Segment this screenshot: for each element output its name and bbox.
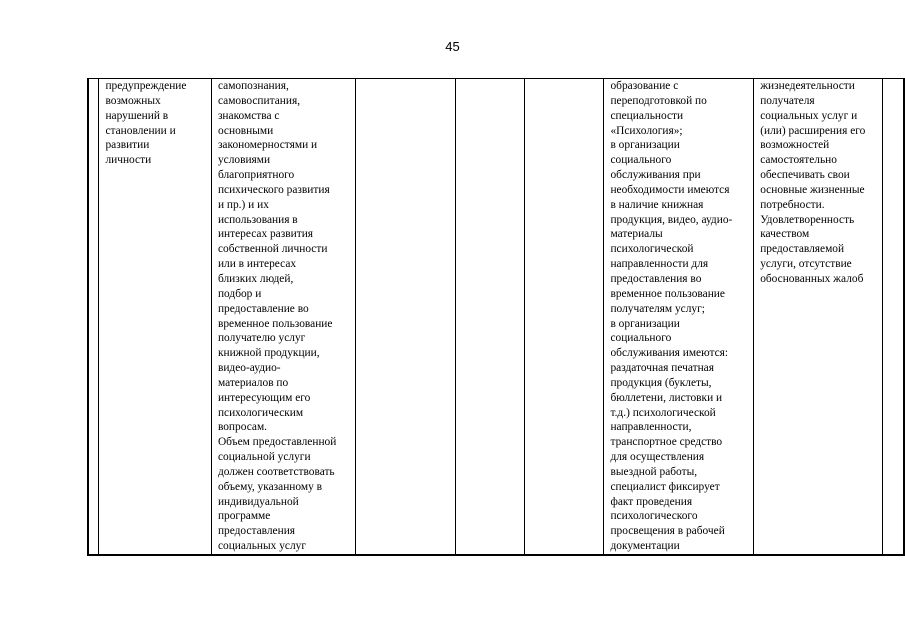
cell-text-line: образование с [610, 80, 679, 92]
cell-text-line: становлении и [105, 124, 176, 137]
table-row [88, 79, 904, 556]
cell-text-line: психического развития [217, 183, 330, 196]
cell-text-line: основными [217, 124, 274, 137]
cell-text-line: получателям услуг; [610, 302, 705, 315]
cell-text-line: нарушений в [105, 109, 169, 122]
cell-text-line: близких людей, [217, 272, 294, 285]
cell-text-line: Объем предоставленной [217, 436, 337, 449]
cell-text-line: предоставления во [610, 272, 702, 285]
cell-text-line: транспортное средство [610, 436, 723, 449]
cell-text-line: получателя [760, 94, 815, 107]
cell-text-line: самопознания, [217, 80, 289, 92]
cell-text-line: основные жизненные [760, 183, 865, 196]
cell-text-line: специальности [610, 109, 684, 122]
cell-service-goal [99, 79, 211, 556]
cell-text-line: раздаточная печатная [610, 362, 714, 375]
cell-text-line: или в интересах [217, 258, 297, 271]
cell-rate [456, 79, 525, 556]
cell-text-line: знакомства с [217, 109, 280, 122]
cell-text-line: психологического [610, 510, 698, 523]
cell-text-line: благоприятного [217, 169, 295, 182]
cell-text-line: использования в [217, 213, 298, 226]
cell-text-line: в организации [610, 139, 680, 152]
cell-text-line: обслуживания имеются: [610, 347, 729, 360]
cell-text-line: обеспечивать свои [760, 169, 850, 182]
page-number: 45 [445, 39, 460, 54]
cell-text-line: просвещения в рабочей [610, 525, 725, 538]
cell-text-line: собственной личности [217, 243, 328, 256]
cell-text-line: должен соответствовать [217, 465, 335, 478]
cell-text-line: условиями [217, 154, 271, 167]
cell-text-line: обоснованных жалоб [760, 272, 864, 285]
cell-text-line: социальной услуги [217, 451, 311, 464]
cell-text-line: «Психология»; [610, 124, 683, 137]
cell-text-line: программе [217, 510, 271, 523]
cell-text-line: психологической [610, 243, 694, 256]
cell-text-line: и пр.) и их [217, 198, 269, 211]
cell-text-line: направленности для [610, 258, 709, 271]
cell-text-line: психологическим [217, 406, 304, 419]
cell-text-line: выездной работы, [610, 465, 698, 478]
cell-text-line: социальных услуг [217, 540, 307, 553]
cell-standard [525, 79, 604, 556]
cell-text-line: потребности. [760, 198, 825, 211]
cell-text-line: бюллетени, листовки и [610, 391, 723, 404]
cell-text-line: социального [610, 154, 672, 167]
cell-text-line: личности [105, 154, 152, 167]
cell-text-line: вопросам. [217, 421, 268, 434]
cell-text-line: т.д.) психологической [610, 406, 716, 419]
cell-text-line: временное пользование [610, 287, 725, 300]
cell-text-line: закономерностями и [217, 139, 318, 152]
document-table [87, 78, 905, 556]
cell-text-line: (или) расширения его [760, 124, 866, 137]
cell-text-line: переподготовкой по [610, 94, 707, 107]
cell-text-line: интересах развития [217, 228, 314, 241]
cell-text-line: материалы [610, 228, 663, 241]
cell-text-line: в наличие книжная [610, 198, 704, 211]
cell-text-line: Удовлетворенность [760, 213, 855, 226]
cell-index [88, 79, 99, 556]
cell-text-line: возможностей [760, 139, 830, 152]
cell-text-line: видео-аудио- [217, 362, 281, 375]
cell-text-line: продукция (буклеты, [610, 376, 712, 389]
cell-text-line: возможных [105, 94, 161, 107]
cell-text-line: документации [610, 540, 680, 553]
cell-text-line: предупреждение [105, 80, 187, 92]
cell-text-line: направленности, [610, 421, 692, 434]
cell-text-line: для осуществления [610, 451, 705, 464]
cell-text-line: услуги, отсутствие [760, 258, 852, 271]
cell-text-line: предоставление во [217, 302, 309, 315]
cell-text-line: предоставления [217, 525, 296, 538]
cell-text-line: объему, указанному в [217, 480, 323, 493]
cell-text-line: обслуживания при [610, 169, 701, 182]
cell-text-line: жизнедеятельности [760, 80, 855, 92]
cell-conditions [604, 79, 754, 556]
cell-text-line: интересующим его [217, 391, 311, 404]
cell-text-line: получателю услуг [217, 332, 306, 345]
cell-text-line: самостоятельно [760, 154, 837, 167]
cell-text-line: книжной продукции, [217, 347, 320, 360]
cell-text-line: в организации [610, 317, 680, 330]
cell-effectiveness [754, 79, 883, 556]
cell-text-line: самовоспитания, [217, 94, 301, 107]
cell-text-line: социального [610, 332, 672, 345]
cell-text-line: материалов по [217, 376, 289, 389]
cell-text-line: индивидуальной [217, 495, 299, 508]
cell-text-line: подбор и [217, 287, 262, 300]
cell-text-line: качеством [760, 228, 810, 241]
cell-text-line: предоставляемой [760, 243, 845, 256]
cell-text-line: временное пользование [217, 317, 333, 330]
cell-text-line: социальных услуг и [760, 109, 858, 122]
cell-deadline [355, 79, 456, 556]
cell-text-line: факт проведения [610, 495, 693, 508]
cell-text-line: продукция, видео, аудио- [610, 213, 733, 226]
cell-text-line: развитии [105, 139, 150, 152]
cell-service-description [211, 79, 355, 556]
cell-notes [883, 79, 904, 556]
cell-text-line: специалист фиксирует [610, 480, 720, 493]
cell-text-line: необходимости имеются [610, 183, 730, 196]
